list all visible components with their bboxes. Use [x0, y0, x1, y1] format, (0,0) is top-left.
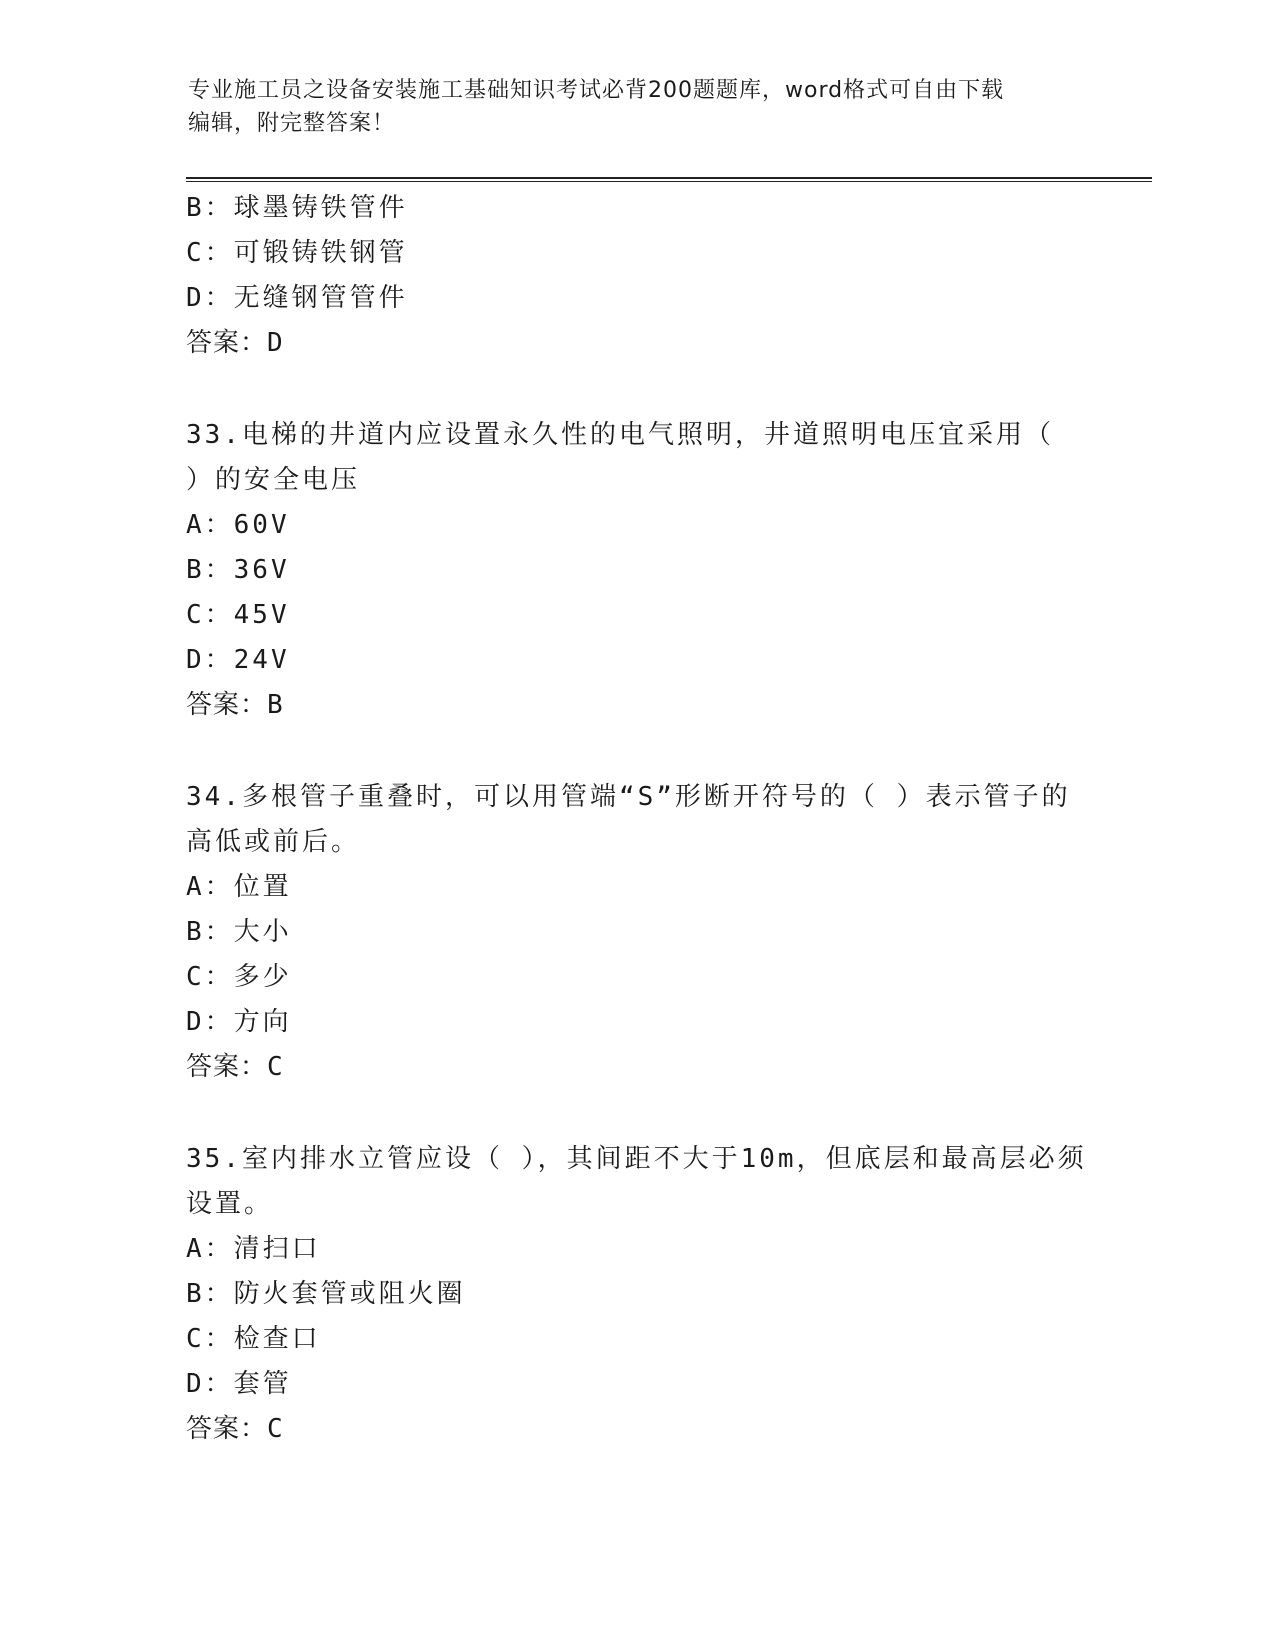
option-text: 无缝钢管管件: [233, 283, 408, 313]
question-gap: [186, 366, 1086, 413]
question-gap: [186, 728, 1086, 775]
option-text: 检查口: [233, 1324, 321, 1354]
option-text: 大小: [233, 917, 292, 947]
answer-line: [186, 1407, 1086, 1452]
option-a: [186, 1227, 1086, 1272]
option-text: 清扫口: [233, 1234, 321, 1264]
question-stem-line-2: 高低或前后。: [186, 827, 361, 857]
option-a: [186, 503, 1086, 548]
answer-label: 答案：: [186, 1414, 268, 1444]
option-label: A：: [186, 510, 234, 540]
option-d: [186, 1362, 1086, 1407]
question-stem-line-1: 33.电梯的井道内应设置永久性的电气照明，井道照明电压宜采用（: [186, 420, 1054, 450]
question-35: [186, 1137, 1086, 1452]
answer-value: B: [267, 690, 284, 720]
answer-label: 答案：: [186, 1052, 268, 1082]
question-33: [186, 413, 1086, 728]
option-b: [186, 910, 1086, 955]
option-text: 方向: [233, 1007, 292, 1037]
option-label: D：: [186, 283, 234, 313]
question-34: [186, 775, 1086, 1090]
option-c: [186, 593, 1086, 638]
option-label: A：: [186, 872, 234, 902]
document-body: [186, 186, 1086, 1452]
answer-line: [186, 1045, 1086, 1090]
option-text: 多少: [233, 962, 292, 992]
option-text: 球墨铸铁管件: [233, 193, 408, 223]
option-label: B：: [186, 555, 234, 585]
header-title-line-1: 专业施工员之设备安装施工基础知识考试必背200题题库，word格式可自由下载: [188, 78, 1005, 103]
option-d: [186, 276, 1086, 321]
answer-line: [186, 683, 1086, 728]
document-header: [188, 74, 1088, 140]
option-c: [186, 955, 1086, 1000]
answer-line: [186, 321, 1086, 366]
question-gap: [186, 1090, 1086, 1137]
option-label: C：: [186, 962, 234, 992]
question-stem-line-1: 34.多根管子重叠时，可以用管端“S”形断开符号的（ ）表示管子的: [186, 782, 1071, 812]
header-divider: [186, 177, 1152, 182]
option-d: [186, 638, 1086, 683]
option-label: A：: [186, 1234, 234, 1264]
option-label: C：: [186, 600, 234, 630]
option-text: 可锻铸铁钢管: [233, 238, 408, 268]
option-label: D：: [186, 645, 234, 675]
option-label: D：: [186, 1369, 234, 1399]
answer-label: 答案：: [186, 328, 268, 358]
option-c: [186, 1317, 1086, 1362]
question-stem-line-2: ）的安全电压: [186, 465, 361, 495]
question-stem-line-2: 设置。: [186, 1189, 274, 1219]
option-label: D：: [186, 1007, 234, 1037]
option-text: 防火套管或阻火圈: [233, 1279, 466, 1309]
question-stem-line-1: 35.室内排水立管应设（ ），其间距不大于10m，但底层和最高层必须: [186, 1144, 1087, 1174]
answer-value: D: [267, 328, 284, 358]
question-32-continued: [186, 186, 1086, 366]
option-a: [186, 865, 1086, 910]
option-label: B：: [186, 917, 234, 947]
option-label: B：: [186, 1279, 234, 1309]
header-title-line-2: 编辑，附完整答案！: [188, 111, 396, 136]
option-b: [186, 1272, 1086, 1317]
option-text: 24V: [233, 645, 290, 675]
option-text: 套管: [233, 1369, 292, 1399]
option-label: C：: [186, 238, 234, 268]
option-d: [186, 1000, 1086, 1045]
option-label: B：: [186, 193, 234, 223]
option-text: 45V: [233, 600, 290, 630]
answer-label: 答案：: [186, 690, 268, 720]
answer-value: C: [267, 1414, 284, 1444]
option-b: [186, 186, 1086, 231]
option-text: 36V: [233, 555, 290, 585]
option-b: [186, 548, 1086, 593]
option-label: C：: [186, 1324, 234, 1354]
answer-value: C: [267, 1052, 284, 1082]
option-c: [186, 231, 1086, 276]
option-text: 60V: [233, 510, 290, 540]
option-text: 位置: [233, 872, 292, 902]
